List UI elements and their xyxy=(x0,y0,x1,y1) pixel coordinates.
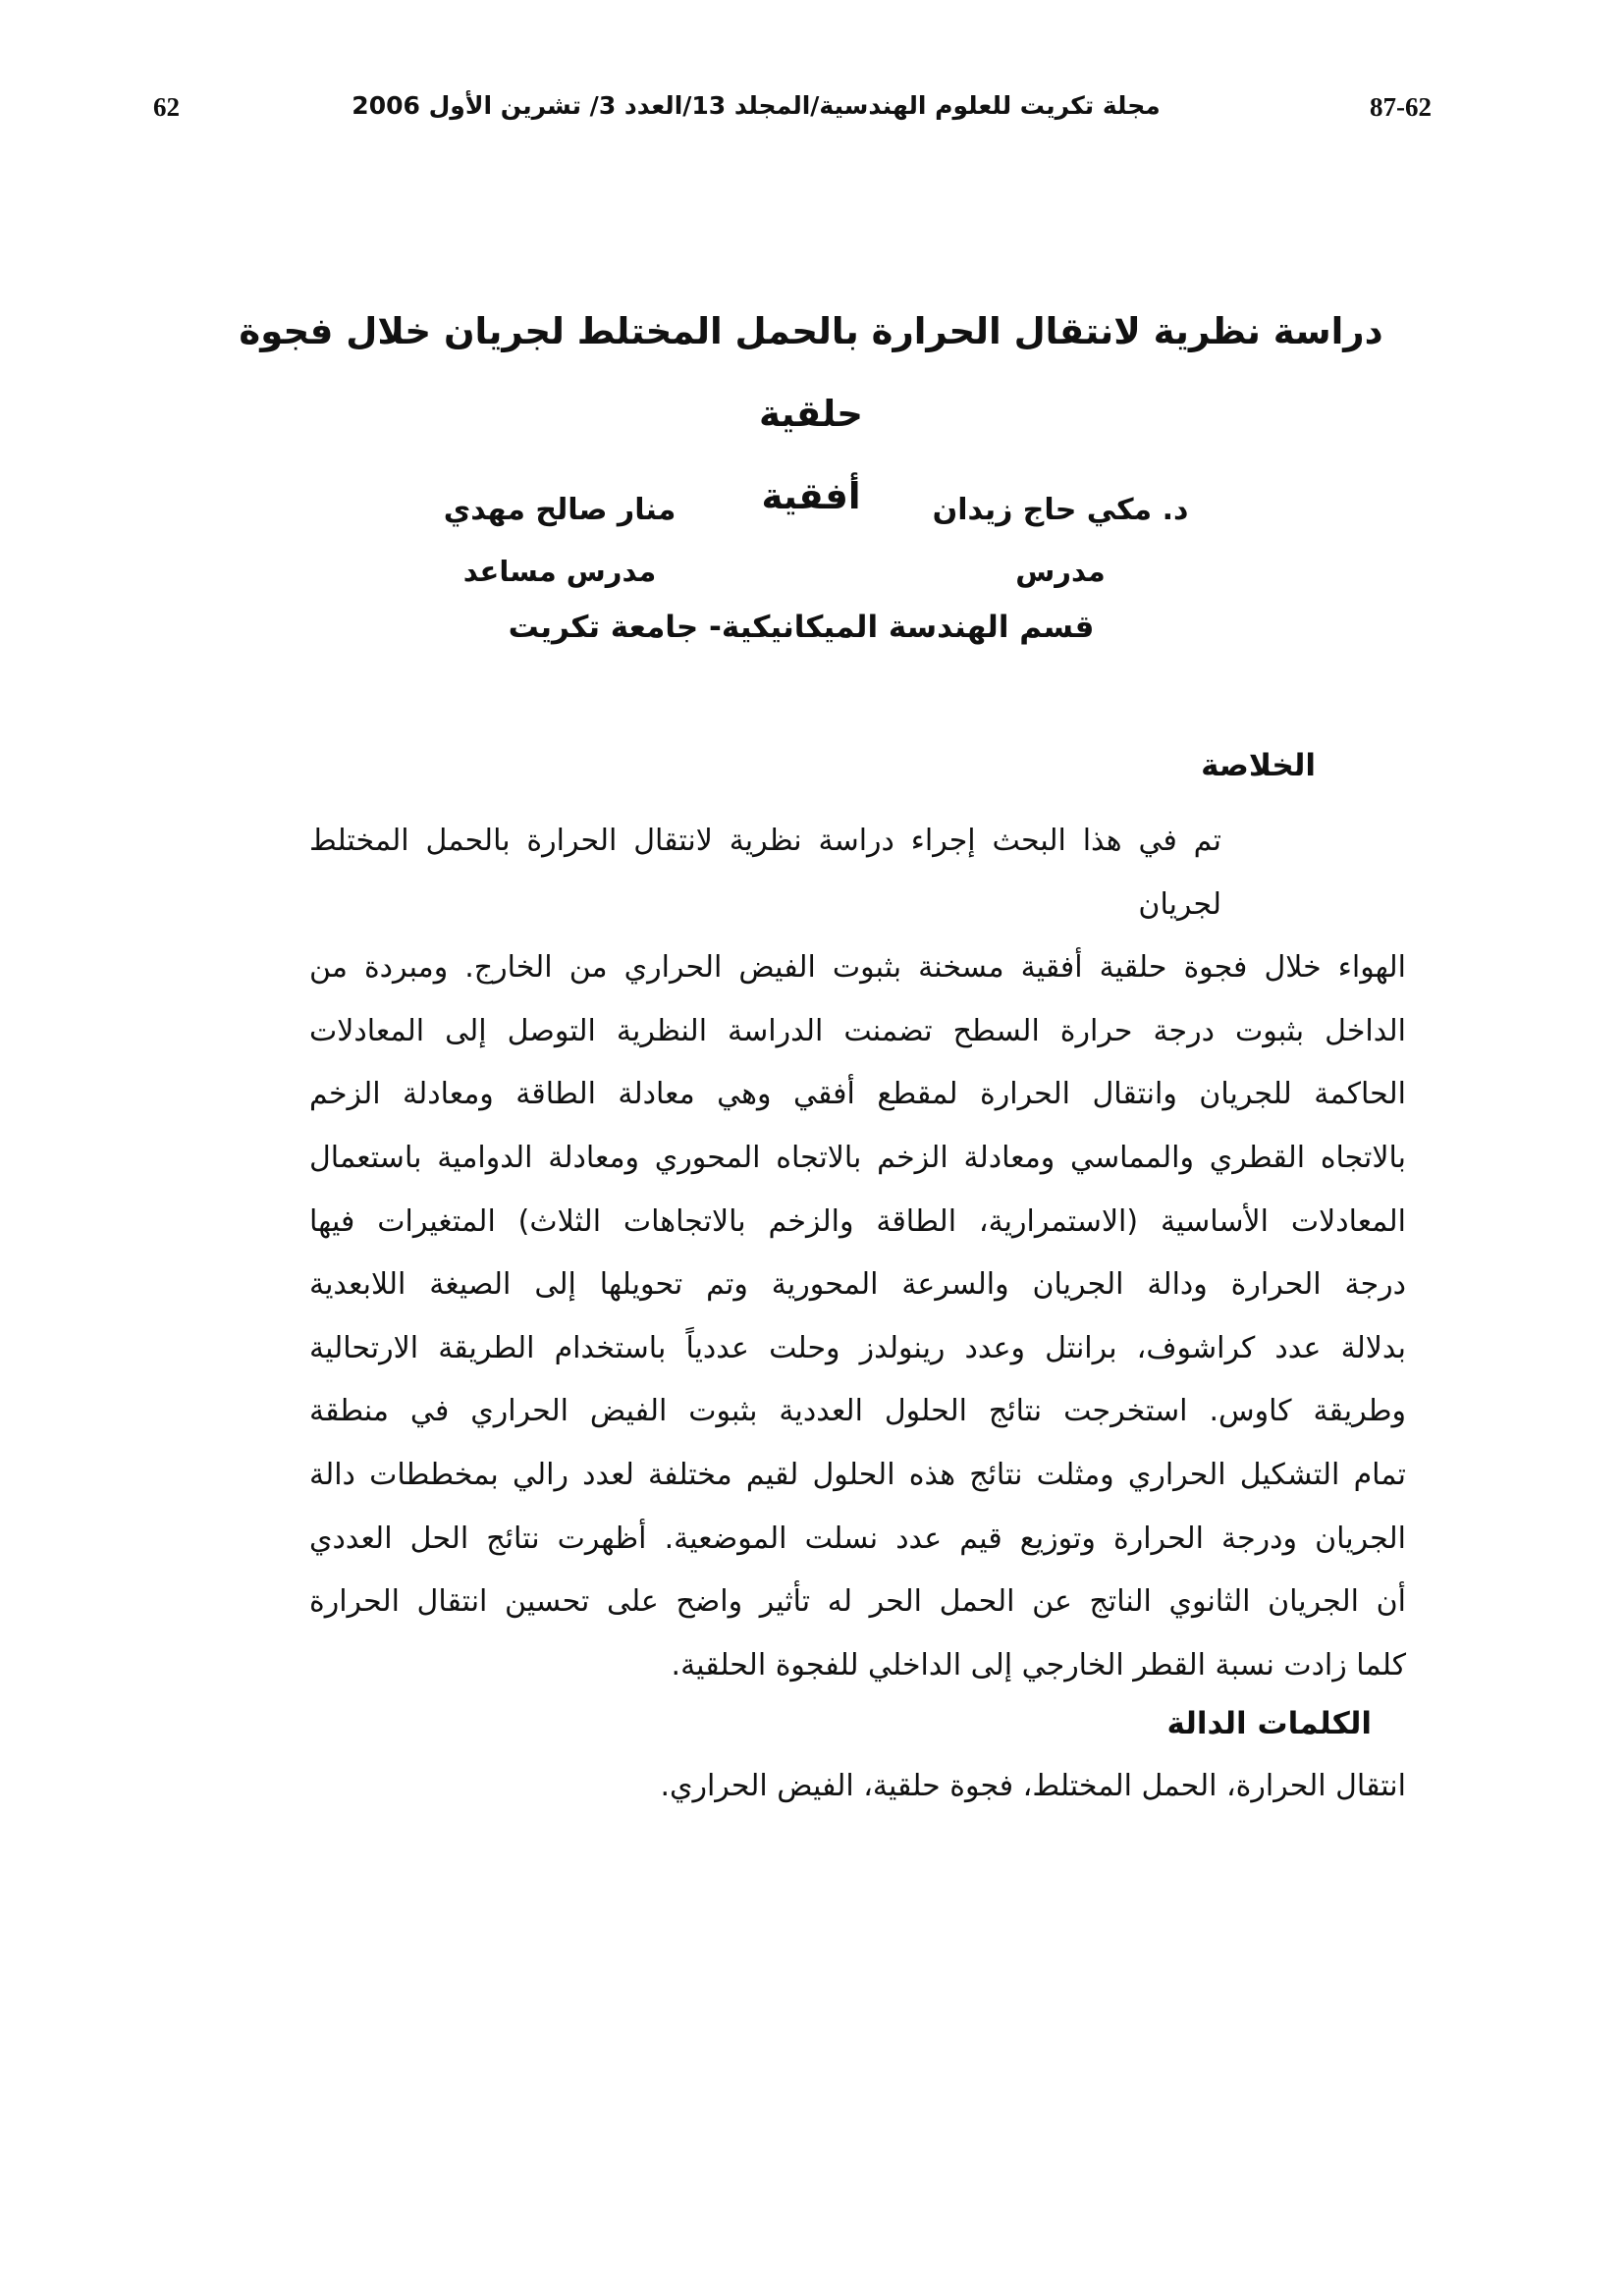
abstract-line: كلما زادت نسبة القطر الخارجي إلى الداخلي للفجوة الحلقية. xyxy=(671,1647,1406,1682)
journal-header: مجلة تكريت للعلوم الهندسية/المجلد 13/العدد 3/ تشرين الأول 2006 xyxy=(352,91,1161,120)
keywords-text: انتقال الحرارة، الحمل المختلط، فجوة حلقية، الفيض الحراري. xyxy=(660,1769,1406,1803)
abstract-heading: الخلاصة xyxy=(1201,748,1316,783)
author-first-role: مدرس xyxy=(1015,555,1106,588)
abstract-paragraph xyxy=(309,810,1406,1697)
paper-title-line1: دراسة نظرية لانتقال الحرارة بالحمل المختلط لجريان خلال فجوة حلقية xyxy=(239,310,1383,435)
abstract-line: الهواء خلال فجوة حلقية أفقية مسخنة بثبوت الفيض الحراري من الخارج. ومبردة من xyxy=(309,950,1406,986)
abstract-line: تمام التشكيل الحراري ومثلت نتائج هذه الحلول لقيم مختلفة لعدد رالي بمخططات دالة xyxy=(309,1457,1406,1492)
author-second-name: منار صالح مهدي xyxy=(443,493,677,527)
keywords-heading: الكلمات الدالة xyxy=(1166,1706,1372,1741)
page-number: 62 xyxy=(153,92,180,122)
abstract-line: وطريقة كاوس. استخرجت نتائج الحلول العددية بثبوت الفيض الحراري في منطقة xyxy=(309,1394,1406,1429)
abstract-line: بدلالة عدد كراشوف، برانتل وعدد رينولدز وحلت عددياً باستخدام الطريقة الارتحالية xyxy=(309,1330,1406,1365)
page-range: 87-62 xyxy=(1370,92,1432,122)
abstract-line: تم في هذا البحث إجراء دراسة نظرية لانتقال الحرارة بالحمل المختلط لجريان xyxy=(309,824,1221,922)
abstract-line: الداخل بثبوت درجة حرارة السطح تضمنت الدراسة النظرية التوصل إلى المعادلات xyxy=(309,1013,1406,1048)
authors-affiliation: قسم الهندسة الميكانيكية- جامعة تكريت xyxy=(508,610,1095,645)
paper-title-line2: أفقية xyxy=(761,475,861,517)
abstract-line: بالاتجاه القطري والمماسي ومعادلة الزخم بالاتجاه المحوري ومعادلة الدوامية باستعمال xyxy=(309,1140,1406,1175)
author-second-role: مدرس مساعد xyxy=(462,555,657,588)
abstract-line: الجريان ودرجة الحرارة وتوزيع قيم عدد نسلت الموضعية. أظهرت نتائج الحل العددي xyxy=(309,1521,1406,1556)
abstract-line: درجة الحرارة ودالة الجريان والسرعة المحورية وتم تحويلها إلى الصيغة اللابعدية xyxy=(309,1267,1406,1303)
abstract-line: المعادلات الأساسية (الاستمرارية، الطاقة والزخم بالاتجاهات الثلاث) المتغيرات فيها xyxy=(309,1203,1406,1239)
abstract-line: الحاكمة للجريان وانتقال الحرارة لمقطع أفقي وهي معادلة الطاقة ومعادلة الزخم xyxy=(309,1077,1406,1112)
abstract-line: أن الجريان الثانوي الناتج عن الحمل الحر له تأثير واضح على تحسين انتقال الحرارة xyxy=(309,1584,1406,1620)
author-first-name: د. مكي حاج زيدان xyxy=(932,493,1189,527)
